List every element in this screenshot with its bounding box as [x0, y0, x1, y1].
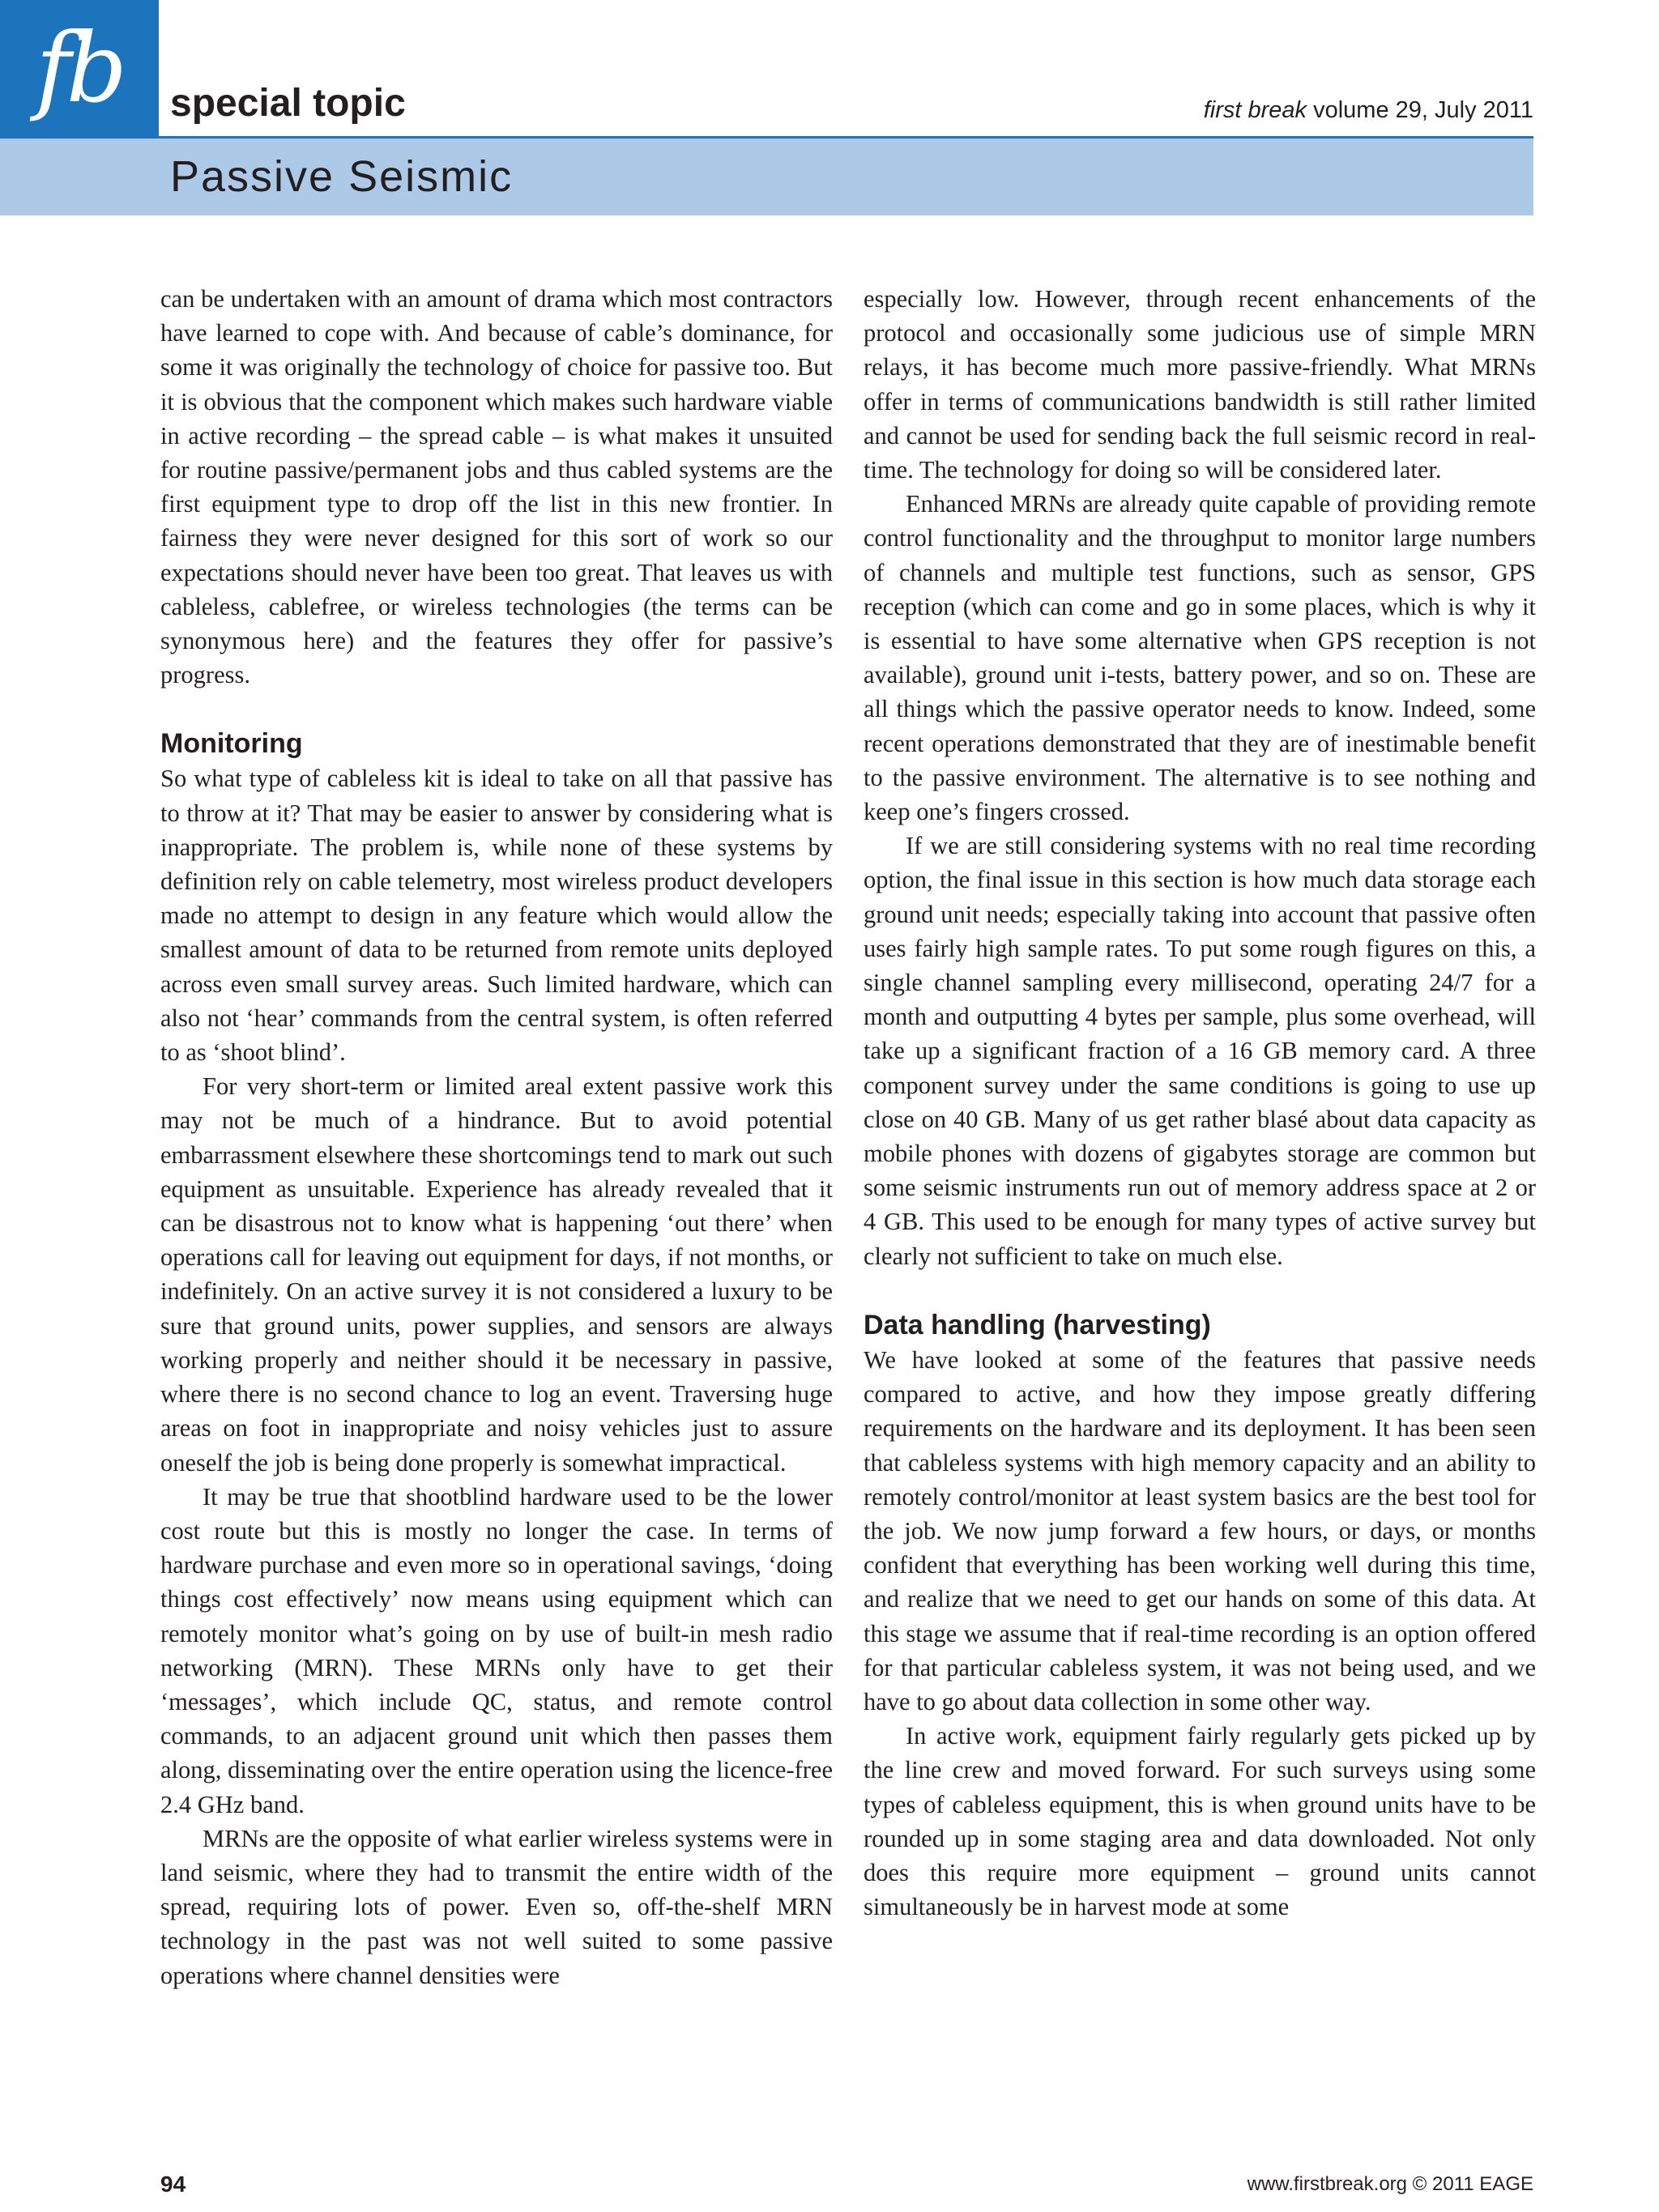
- paragraph: For very short-term or limited areal extent passive work this may not be much of a hindrance. But to avoid potential embarrassment elsewhere these shortcomings tend to mark out such equipment as unsuitable. Experience has already revealed that it can be disastrous not to know what is happening ‘out there’ when operations call for leaving out equipment for days, if not months, or indefinitely. On an active survey it is not considered a luxury to be sure that ground units, power supplies, and sensors are always working properly and neither should it be necessary in passive, where there is no second chance to log an event. Traversing huge areas on foot in inappropriate and noisy vehicles just to assure oneself the job is being done properly is somewhat impractical.: [160, 1072, 833, 1477]
- paragraph: It may be true that shootblind hardware used to be the lower cost route but this is mostly no longer the case. In terms of hardware purchase and even more so in operational savings, ‘doing things cost effectively’ now means using equipment which can remotely monitor what’s going on by use of built-in mesh radio networking (MRN). These MRNs only have to get their ‘messages’, which include QC, status, and remote control commands, to an adjacent ground unit which then passes them along, disseminating over the entire operation using the licence-free 2.4 GHz band.: [160, 1482, 833, 1818]
- page-number: 94: [160, 2172, 186, 2197]
- footer-credit: www.firstbreak.org © 2011 EAGE: [1247, 2173, 1533, 2195]
- paragraph: In active work, equipment fairly regularly gets picked up by the line crew and moved forward. For such surveys using some types of cableless equipment, this is when ground units have to be rounded up in some staging area and data downloaded. Not only does this require more equipment – ground units cannot simultaneously be in harvest mode at some: [864, 1722, 1536, 1921]
- paragraph: So what type of cableless kit is ideal to take on all that passive has to throw at it? That may be easier to answer by considering what is inappropriate. The problem is, while none of these systems by definition rely on cable telemetry, most wireless product developers made no attempt to design in any feature which would allow the smallest amount of data to be returned from remote units deployed across even small survey areas. Such limited hardware, which can also not ‘hear’ commands from the central system, is often referred to as ‘shoot blind’.: [160, 765, 833, 1067]
- logo-mark: fb: [36, 12, 123, 124]
- journal-name: first break: [1203, 97, 1307, 123]
- paragraph: We have looked at some of the features that passive needs compared to active, and how they impose greatly differing requirements on the hardware and its deployment. It has been seen that cableless systems with high memory capacity and an ability to remotely control/monitor at least system basics are the best tool for the job. We now jump forward a few hours, or days, or months confident that everything has been working well during this time, and realize that we need to get our hands on some of this data. At this stage we assume that if real-time recording is an option offered for that particular cableless system, it was not being used, and we have to go about data collection in some other way.: [864, 1345, 1536, 1715]
- right-column: [864, 282, 1536, 1924]
- paragraph: Enhanced MRNs are already quite capable of providing remote control functionality and the throughput to monitor large numbers of channels and multiple test functions, such as sensor, GPS reception (which can come and go in some places, which is why it is essential to have some alternative when GPS reception is not available), ground unit i-tests, battery power, and so on. These are all things which the passive operator needs to know. Indeed, some recent operations demonstrated that they are of inestimable benefit to the passive environment. The alternative is to see nothing and keep one’s fingers crossed.: [864, 490, 1536, 826]
- paragraph: If we are still considering systems with no real time recording option, the final issue in this section is how much data storage each ground unit needs; especially taking into account that passive often uses fairly high sample rates. To put some rough figures on this, a single channel sampling every millisecond, operating 24/7 for a month and outputting 4 bytes per sample, plus some overhead, will take up a significant fraction of a 16 GB memory card. A three component survey under the same conditions is going to use up close on 40 GB. Many of us get rather blasé about data capacity as mobile phones with dozens of gigabytes storage are common but some seismic instruments run out of memory address space at 2 or 4 GB. This used to be enough for many types of active survey but clearly not sufficient to take on much else.: [864, 832, 1536, 1270]
- journal-reference: [1204, 96, 1533, 125]
- left-column: [160, 282, 833, 1993]
- section-heading-data-handling: Data handling (harvesting): [864, 1309, 1211, 1340]
- paragraph: can be undertaken with an amount of drama which most contractors have learned to cope with. And because of cable’s dominance, for some it was originally the technology of choice for passive too. But it is obvious that the component which makes such hardware viable in active recording – the spread cable – is what makes it unsuited for routine passive/permanent jobs and thus cabled systems are the first equipment type to drop off the list in this new frontier. In fairness they were never designed for this sort of work so our expectations should never have been too great. That leaves us with cableless, cablefree, or wireless technologies (the terms can be synonymous here) and the features they offer for passive’s progress.: [160, 285, 833, 689]
- section-heading-monitoring: Monitoring: [160, 728, 303, 760]
- journal-issue: volume 29, July 2011: [1313, 97, 1533, 123]
- section-label: special topic: [170, 82, 406, 125]
- journal-logo: [0, 0, 159, 139]
- paragraph: MRNs are the opposite of what earlier wireless systems were in land seismic, where they had to transmit the entire width of the spread, requiring lots of power. Even so, off-the-shelf MRN technology in the past was not well suited to some passive operations where channel densities were: [160, 1824, 833, 1989]
- topic-title: Passive Seismic: [170, 152, 514, 201]
- paragraph: especially low. However, through recent enhancements of the protocol and occasionally some judicious use of simple MRN relays, it has become much more passive-friendly. What MRNs offer in terms of communications bandwidth is still rather limited and cannot be used for sending back the full seismic record in real-time. The technology for doing so will be considered later.: [864, 285, 1536, 484]
